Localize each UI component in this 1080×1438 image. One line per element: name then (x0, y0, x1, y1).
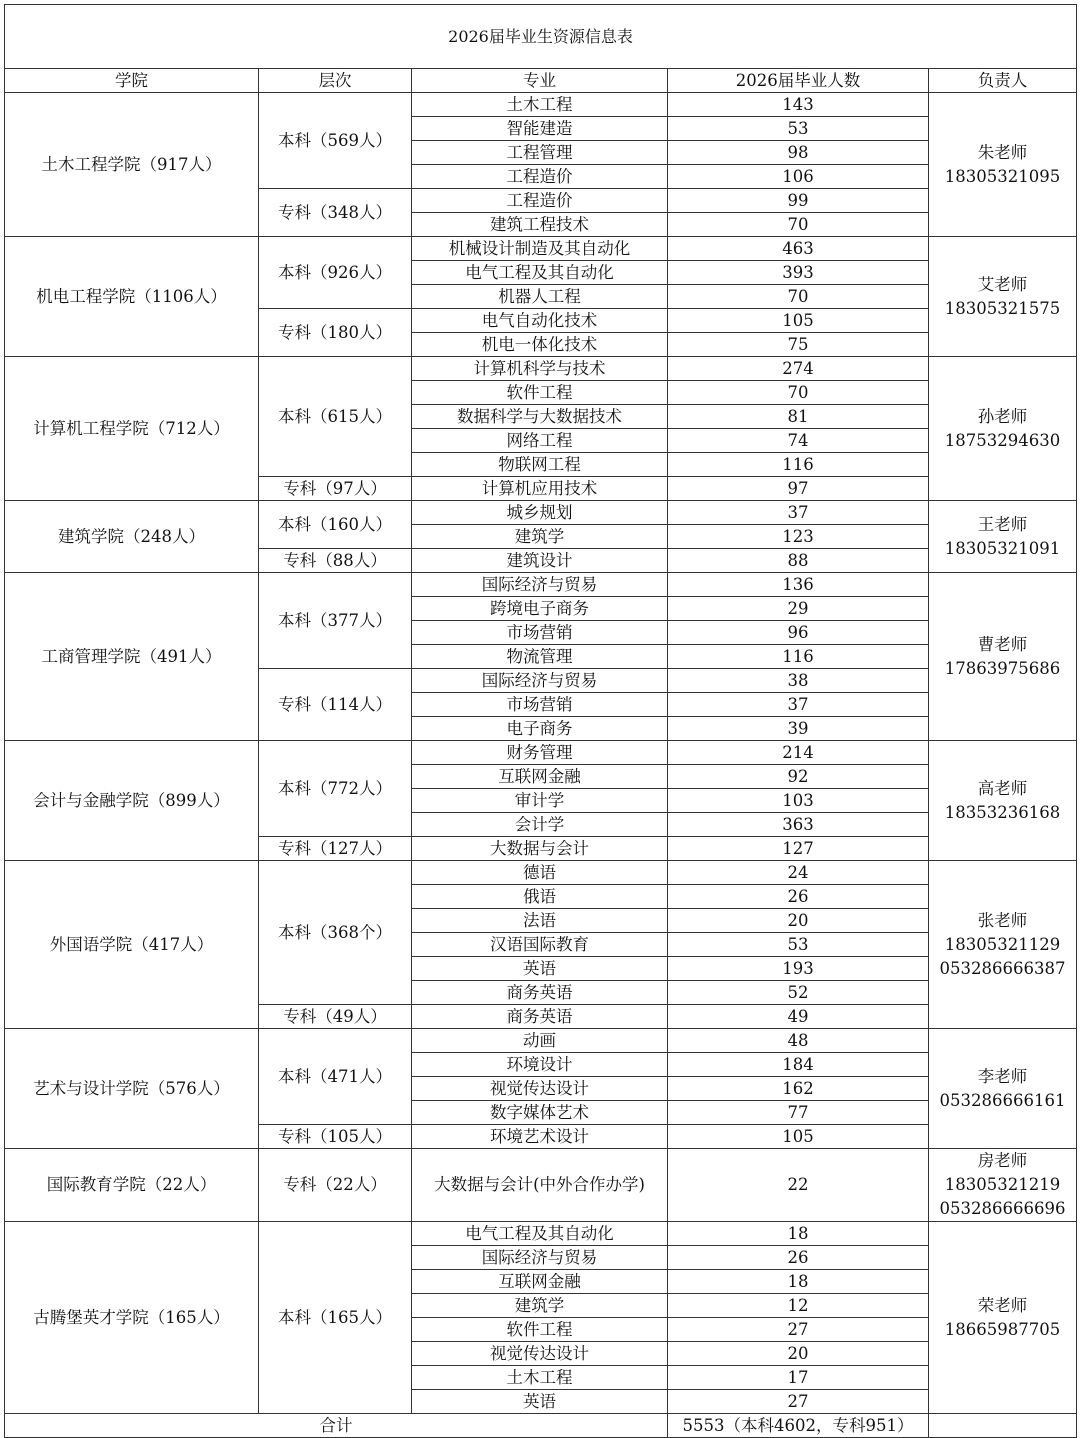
table-row (5, 1149, 1077, 1222)
major-name: 建筑工程技术 (412, 213, 668, 237)
major-name: 土木工程 (412, 1366, 668, 1390)
major-name: 市场营销 (412, 693, 668, 717)
contact-person: 王老师 18305321091 (929, 501, 1077, 573)
header-graduate-count: 2026届毕业人数 (668, 69, 929, 93)
college-name: 计算机工程学院（712人） (5, 357, 259, 501)
table-body (5, 5, 1077, 1438)
table-row (5, 93, 1077, 117)
major-name: 机电一体化技术 (412, 333, 668, 357)
graduate-count: 214 (668, 741, 929, 765)
major-name: 软件工程 (412, 1318, 668, 1342)
graduate-count: 162 (668, 1077, 929, 1101)
major-name: 互联网金融 (412, 765, 668, 789)
graduate-count: 70 (668, 285, 929, 309)
graduate-count: 74 (668, 429, 929, 453)
major-name: 土木工程 (412, 93, 668, 117)
graduate-count: 123 (668, 525, 929, 549)
major-name: 计算机应用技术 (412, 477, 668, 501)
table-row (5, 357, 1077, 381)
college-name: 机电工程学院（1106人） (5, 237, 259, 357)
graduate-count: 143 (668, 93, 929, 117)
contact-person: 张老师 18305321129 053286666387 (929, 861, 1077, 1029)
graduate-count: 97 (668, 477, 929, 501)
header-row (5, 69, 1077, 93)
level-name: 本科（926人） (259, 237, 412, 309)
graduate-count: 77 (668, 1101, 929, 1125)
graduate-count: 127 (668, 837, 929, 861)
level-name: 专科（348人） (259, 189, 412, 237)
graduate-count: 75 (668, 333, 929, 357)
college-name: 国际教育学院（22人） (5, 1149, 259, 1222)
header-major: 专业 (412, 69, 668, 93)
college-name: 会计与金融学院（899人） (5, 741, 259, 861)
major-name: 电气自动化技术 (412, 309, 668, 333)
college-name: 工商管理学院（491人） (5, 573, 259, 741)
major-name: 德语 (412, 861, 668, 885)
level-name: 本科（377人） (259, 573, 412, 669)
graduate-count: 136 (668, 573, 929, 597)
college-name: 艺术与设计学院（576人） (5, 1029, 259, 1149)
graduate-count: 18 (668, 1270, 929, 1294)
major-name: 建筑设计 (412, 549, 668, 573)
graduate-count: 53 (668, 933, 929, 957)
major-name: 跨境电子商务 (412, 597, 668, 621)
major-name: 英语 (412, 1390, 668, 1414)
level-name: 专科（180人） (259, 309, 412, 357)
graduate-count: 53 (668, 117, 929, 141)
table-row (5, 741, 1077, 765)
contact-person: 高老师 18353236168 (929, 741, 1077, 861)
contact-person: 孙老师 18753294630 (929, 357, 1077, 501)
major-name: 机器人工程 (412, 285, 668, 309)
graduate-count: 105 (668, 1125, 929, 1149)
level-name: 专科（127人） (259, 837, 412, 861)
major-name: 法语 (412, 909, 668, 933)
header-contact: 负责人 (929, 69, 1077, 93)
major-name: 工程管理 (412, 141, 668, 165)
level-name: 本科（569人） (259, 93, 412, 189)
header-level: 层次 (259, 69, 412, 93)
graduate-count: 27 (668, 1318, 929, 1342)
major-name: 建筑学 (412, 1294, 668, 1318)
graduate-count: 70 (668, 381, 929, 405)
contact-person: 曹老师 17863975686 (929, 573, 1077, 741)
major-name: 视觉传达设计 (412, 1077, 668, 1101)
major-name: 数据科学与大数据技术 (412, 405, 668, 429)
level-name: 本科（368个） (259, 861, 412, 1005)
major-name: 动画 (412, 1029, 668, 1053)
graduate-count: 12 (668, 1294, 929, 1318)
college-name: 土木工程学院（917人） (5, 93, 259, 237)
table-row (5, 1029, 1077, 1053)
graduate-count: 18 (668, 1222, 929, 1246)
major-name: 物联网工程 (412, 453, 668, 477)
major-name: 汉语国际教育 (412, 933, 668, 957)
level-name: 专科（49人） (259, 1005, 412, 1029)
major-name: 机械设计制造及其自动化 (412, 237, 668, 261)
major-name: 财务管理 (412, 741, 668, 765)
graduate-count: 29 (668, 597, 929, 621)
major-name: 智能建造 (412, 117, 668, 141)
title-row (5, 5, 1077, 69)
graduate-count: 363 (668, 813, 929, 837)
major-name: 网络工程 (412, 429, 668, 453)
graduate-count: 103 (668, 789, 929, 813)
contact-person: 朱老师 18305321095 (929, 93, 1077, 237)
major-name: 电气工程及其自动化 (412, 261, 668, 285)
major-name: 建筑学 (412, 525, 668, 549)
graduate-count: 92 (668, 765, 929, 789)
level-name: 专科（22人） (259, 1149, 412, 1222)
graduate-count: 116 (668, 453, 929, 477)
level-name: 本科（471人） (259, 1029, 412, 1125)
graduate-count: 39 (668, 717, 929, 741)
graduate-count: 38 (668, 669, 929, 693)
table-title: 2026届毕业生资源信息表 (5, 5, 1077, 69)
header-college: 学院 (5, 69, 259, 93)
graduate-count: 26 (668, 885, 929, 909)
major-name: 商务英语 (412, 1005, 668, 1029)
graduate-count: 37 (668, 693, 929, 717)
major-name: 环境艺术设计 (412, 1125, 668, 1149)
college-name: 外国语学院（417人） (5, 861, 259, 1029)
graduate-count: 106 (668, 165, 929, 189)
major-name: 大数据与会计(中外合作办学) (412, 1149, 668, 1222)
graduate-count: 49 (668, 1005, 929, 1029)
graduate-count: 52 (668, 981, 929, 1005)
contact-person: 艾老师 18305321575 (929, 237, 1077, 357)
graduate-info-sheet (4, 4, 1076, 1435)
total-label: 合计 (5, 1414, 668, 1438)
level-name: 本科（615人） (259, 357, 412, 477)
table-row (5, 501, 1077, 525)
contact-person: 荣老师 18665987705 (929, 1222, 1077, 1414)
major-name: 市场营销 (412, 621, 668, 645)
major-name: 工程造价 (412, 165, 668, 189)
table-row (5, 573, 1077, 597)
total-contact-empty (929, 1414, 1077, 1438)
major-name: 大数据与会计 (412, 837, 668, 861)
major-name: 环境设计 (412, 1053, 668, 1077)
level-name: 本科（772人） (259, 741, 412, 837)
graduate-count: 26 (668, 1246, 929, 1270)
graduate-count: 88 (668, 549, 929, 573)
major-name: 数字媒体艺术 (412, 1101, 668, 1125)
major-name: 国际经济与贸易 (412, 1246, 668, 1270)
graduate-count: 37 (668, 501, 929, 525)
total-value: 5553（本科4602，专科951） (668, 1414, 929, 1438)
level-name: 本科（160人） (259, 501, 412, 549)
major-name: 电气工程及其自动化 (412, 1222, 668, 1246)
college-name: 古腾堡英才学院（165人） (5, 1222, 259, 1414)
table-row (5, 861, 1077, 885)
graduate-count: 81 (668, 405, 929, 429)
graduate-count: 48 (668, 1029, 929, 1053)
major-name: 互联网金融 (412, 1270, 668, 1294)
graduate-count: 184 (668, 1053, 929, 1077)
contact-person: 房老师 18305321219 053286666696 (929, 1149, 1077, 1222)
major-name: 审计学 (412, 789, 668, 813)
level-name: 专科（97人） (259, 477, 412, 501)
contact-person: 李老师 053286666161 (929, 1029, 1077, 1149)
major-name: 软件工程 (412, 381, 668, 405)
major-name: 国际经济与贸易 (412, 669, 668, 693)
table-row (5, 1222, 1077, 1246)
table-row (5, 237, 1077, 261)
major-name: 工程造价 (412, 189, 668, 213)
graduate-resource-table (4, 4, 1077, 1438)
graduate-count: 98 (668, 141, 929, 165)
major-name: 商务英语 (412, 981, 668, 1005)
graduate-count: 17 (668, 1366, 929, 1390)
major-name: 物流管理 (412, 645, 668, 669)
graduate-count: 99 (668, 189, 929, 213)
graduate-count: 105 (668, 309, 929, 333)
major-name: 国际经济与贸易 (412, 573, 668, 597)
graduate-count: 20 (668, 1342, 929, 1366)
graduate-count: 274 (668, 357, 929, 381)
graduate-count: 24 (668, 861, 929, 885)
major-name: 城乡规划 (412, 501, 668, 525)
graduate-count: 22 (668, 1149, 929, 1222)
graduate-count: 96 (668, 621, 929, 645)
level-name: 专科（105人） (259, 1125, 412, 1149)
graduate-count: 70 (668, 213, 929, 237)
major-name: 计算机科学与技术 (412, 357, 668, 381)
college-name: 建筑学院（248人） (5, 501, 259, 573)
major-name: 会计学 (412, 813, 668, 837)
major-name: 电子商务 (412, 717, 668, 741)
graduate-count: 193 (668, 957, 929, 981)
level-name: 本科（165人） (259, 1222, 412, 1414)
level-name: 专科（88人） (259, 549, 412, 573)
graduate-count: 116 (668, 645, 929, 669)
graduate-count: 393 (668, 261, 929, 285)
graduate-count: 27 (668, 1390, 929, 1414)
level-name: 专科（114人） (259, 669, 412, 741)
graduate-count: 463 (668, 237, 929, 261)
total-row (5, 1414, 1077, 1438)
graduate-count: 20 (668, 909, 929, 933)
major-name: 视觉传达设计 (412, 1342, 668, 1366)
major-name: 英语 (412, 957, 668, 981)
major-name: 俄语 (412, 885, 668, 909)
